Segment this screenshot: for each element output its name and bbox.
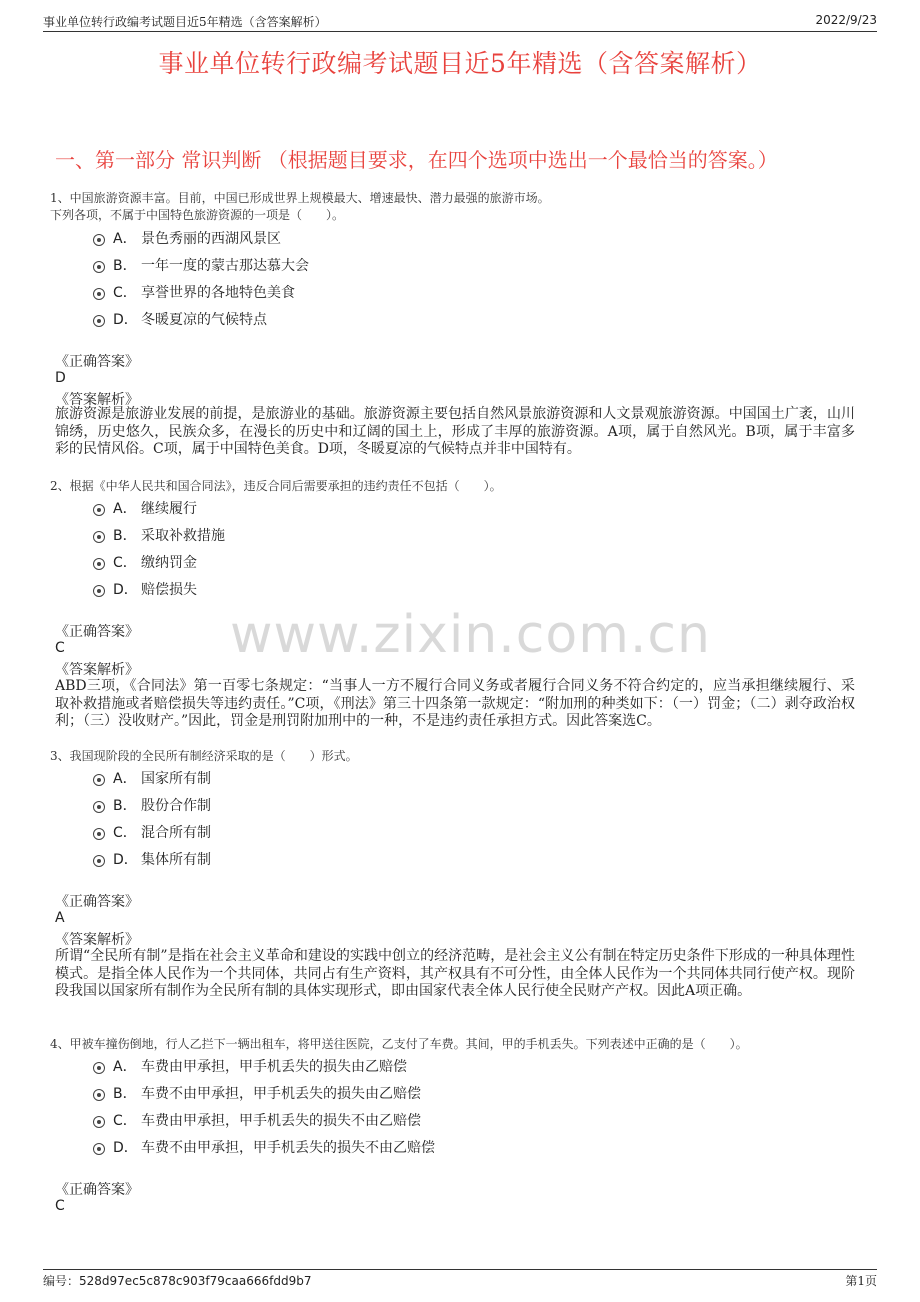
footer-id-label: 编号： <box>43 1274 80 1288</box>
option-letter: D． <box>113 852 138 868</box>
analysis-label: 《答案解析》 <box>55 932 139 948</box>
watermark: www.zixin.com.cn <box>230 605 711 665</box>
option-text: 车费不由甲承担，甲手机丢失的损失由乙赔偿 <box>141 1086 421 1102</box>
question-1-option-b[interactable] <box>93 255 309 275</box>
question-1-option-a[interactable] <box>93 228 281 248</box>
question-4-option-c[interactable] <box>93 1110 421 1130</box>
question-1-stem-line-1: 1、中国旅游资源丰富。目前，中国已形成世界上规模最大、增速最快、潜力最强的旅游市场。 <box>50 191 550 205</box>
question-3-option-a[interactable] <box>93 768 211 788</box>
option-text: 车费由甲承担，甲手机丢失的损失由乙赔偿 <box>141 1059 407 1075</box>
analysis-text: 所谓“全民所有制”是指在社会主义革命和建设的实践中创立的经济范畴，是社会主义公有制在特定历史条件下形成的一种具体理性模式。是指全体人民作为一个共同体，共同占有生产资料，其产权具有不可分性，由全体人民作为一个共同体共同行使产权。现阶段我国以国家所有制作为全民所有制的具体实现形式，即由国家代表全体人民行使全民财产产权。因此A项正确。 <box>55 948 855 999</box>
correct-answer-value: D <box>55 370 66 386</box>
radio-icon[interactable] <box>93 288 105 300</box>
option-letter: B． <box>113 258 137 274</box>
option-letter: C． <box>113 825 137 841</box>
option-letter: A． <box>113 1059 137 1075</box>
radio-icon[interactable] <box>93 855 105 867</box>
header-title: 事业单位转行政编考试题目近5年精选（含答案解析） <box>43 15 327 29</box>
correct-answer-label: 《正确答案》 <box>55 1182 139 1198</box>
option-letter: B． <box>113 528 137 544</box>
option-letter: A． <box>113 771 137 787</box>
document-title: 事业单位转行政编考试题目近5年精选（含答案解析） <box>158 49 762 78</box>
question-2-option-d[interactable] <box>93 579 197 599</box>
correct-answer-value: C <box>55 640 65 656</box>
question-3-option-c[interactable] <box>93 822 211 842</box>
question-1-option-c[interactable] <box>93 282 295 302</box>
radio-icon[interactable] <box>93 558 105 570</box>
section-heading: 一、第一部分 常识判断 （根据题目要求，在四个选项中选出一个最恰当的答案。） <box>55 148 778 172</box>
option-letter: A． <box>113 231 137 247</box>
header-date: 2022/9/23 <box>815 13 877 27</box>
option-text: 股份合作制 <box>141 798 211 814</box>
option-text: 一年一度的蒙古那达慕大会 <box>141 258 309 274</box>
radio-icon[interactable] <box>93 504 105 516</box>
option-letter: D． <box>113 1140 138 1156</box>
radio-icon[interactable] <box>93 828 105 840</box>
option-text: 车费由甲承担，甲手机丢失的损失不由乙赔偿 <box>141 1113 421 1129</box>
radio-icon[interactable] <box>93 1143 105 1155</box>
question-2-option-a[interactable] <box>93 498 197 518</box>
footer-id-value: 528d97ec5c878c903f79caa666fdd9b7 <box>79 1274 312 1288</box>
question-2-option-c[interactable] <box>93 552 197 572</box>
option-letter: C． <box>113 1113 137 1129</box>
option-text: 继续履行 <box>141 501 197 517</box>
option-letter: A． <box>113 501 137 517</box>
analysis-label: 《答案解析》 <box>55 392 139 408</box>
question-1-stem-line-2: 下列各项，不属于中国特色旅游资源的一项是（ ）。 <box>50 208 345 222</box>
question-4-stem: 4、甲被车撞伤倒地，行人乙拦下一辆出租车，将甲送往医院，乙支付了车费。其间，甲的手机丢失。下列表述中正确的是（ ）。 <box>50 1037 748 1051</box>
option-text: 车费不由甲承担，甲手机丢失的损失不由乙赔偿 <box>141 1140 435 1156</box>
radio-icon[interactable] <box>93 1089 105 1101</box>
correct-answer-label: 《正确答案》 <box>55 894 139 910</box>
radio-icon[interactable] <box>93 531 105 543</box>
option-text: 采取补救措施 <box>141 528 225 544</box>
option-text: 缴纳罚金 <box>141 555 197 571</box>
option-letter: C． <box>113 285 137 301</box>
question-4-option-b[interactable] <box>93 1083 421 1103</box>
question-2-stem: 2、根据《中华人民共和国合同法》，违反合同后需要承担的违约责任不包括（ ）。 <box>50 479 502 493</box>
question-4-option-a[interactable] <box>93 1056 407 1076</box>
option-text: 集体所有制 <box>141 852 211 868</box>
question-1-option-d[interactable] <box>93 309 267 329</box>
option-letter: D． <box>113 582 138 598</box>
correct-answer-label: 《正确答案》 <box>55 354 139 370</box>
footer-divider <box>43 1269 877 1270</box>
option-text: 景色秀丽的西湖风景区 <box>141 231 281 247</box>
radio-icon[interactable] <box>93 774 105 786</box>
question-4-option-d[interactable] <box>93 1137 435 1157</box>
question-2-option-b[interactable] <box>93 525 225 545</box>
footer-page-number: 第1页 <box>845 1274 877 1288</box>
option-letter: B． <box>113 1086 137 1102</box>
radio-icon[interactable] <box>93 261 105 273</box>
option-letter: D． <box>113 312 138 328</box>
radio-icon[interactable] <box>93 315 105 327</box>
correct-answer-label: 《正确答案》 <box>55 624 139 640</box>
header-divider <box>43 31 877 32</box>
analysis-text: 旅游资源是旅游业发展的前提，是旅游业的基础。旅游资源主要包括自然风景旅游资源和人文景观旅游资源。中国国土广袤，山川锦绣，历史悠久，民族众多，在漫长的历史中和辽阔的国土上，形成了丰厚的旅游资源。A项，属于自然风光。B项，属于丰富多彩的民情风俗。C项，属于中国特色美食。D项，冬暖夏凉的气候特点并非中国特有。 <box>55 406 855 457</box>
radio-icon[interactable] <box>93 1062 105 1074</box>
radio-icon[interactable] <box>93 1116 105 1128</box>
footer-document-id <box>43 1272 311 1289</box>
option-letter: C． <box>113 555 137 571</box>
option-text: 混合所有制 <box>141 825 211 841</box>
analysis-text: ABD三项，《合同法》第一百零七条规定：“当事人一方不履行合同义务或者履行合同义务不符合约定的，应当承担继续履行、采取补救措施或者赔偿损失等违约责任。”C项，《刑法》第三十四条第一款规定：“附加刑的种类如下：（一）罚金；（二）剥夺政治权利；（三）没收财产。”因此，罚金是刑罚附加刑中的一种，不是违约责任承担方式。因此答案选C。 <box>55 678 855 729</box>
option-text: 冬暖夏凉的气候特点 <box>141 312 267 328</box>
question-3-option-d[interactable] <box>93 849 211 869</box>
correct-answer-value: A <box>55 910 65 926</box>
correct-answer-value: C <box>55 1198 65 1214</box>
question-3-option-b[interactable] <box>93 795 211 815</box>
radio-icon[interactable] <box>93 234 105 246</box>
option-letter: B． <box>113 798 137 814</box>
option-text: 国家所有制 <box>141 771 211 787</box>
radio-icon[interactable] <box>93 585 105 597</box>
option-text: 赔偿损失 <box>141 582 197 598</box>
option-text: 享誉世界的各地特色美食 <box>141 285 295 301</box>
analysis-label: 《答案解析》 <box>55 662 139 678</box>
question-3-stem: 3、我国现阶段的全民所有制经济采取的是（ ）形式。 <box>50 749 358 763</box>
radio-icon[interactable] <box>93 801 105 813</box>
